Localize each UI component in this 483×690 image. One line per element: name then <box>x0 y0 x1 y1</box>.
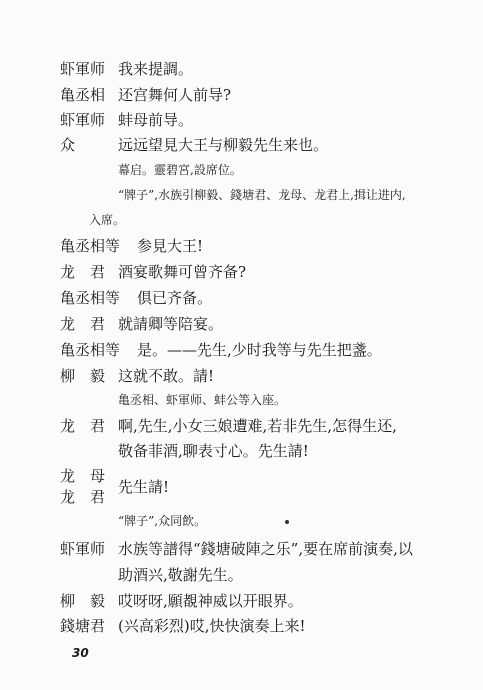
speaker-name: 亀丞相等 <box>60 289 121 307</box>
ink-dot <box>285 520 289 524</box>
speaker-name: 龙 母 <box>60 467 106 485</box>
speaker-name: 柳 毅 <box>60 367 106 385</box>
speaker-name: 錢塘君 <box>60 617 106 635</box>
speaker-name: 龙 君 <box>60 263 106 281</box>
dialogue-text: 酒宴歌舞可曾齐备? <box>118 263 247 281</box>
speaker-name: 龙 君 <box>60 417 106 435</box>
speaker-name: 虾軍师 <box>60 111 106 129</box>
dialogue-text: 就請卿等陪宴。 <box>118 315 224 333</box>
speaker-name: 龙 君 <box>60 315 106 333</box>
stage-direction: 幕启。靈碧宮,設席位。 <box>118 163 242 177</box>
dialogue-text: 我来提調。 <box>118 60 194 78</box>
dialogue-text: 是。——先生,少时我等与先生把盞。 <box>137 341 382 359</box>
dialogue-text: (兴高彩烈)哎,快快演奏上来! <box>118 617 306 635</box>
dialogue-text: 蚌母前导。 <box>118 111 194 129</box>
dialogue-text: 参見大王! <box>137 237 204 255</box>
dialogue-text: 俱已齐备。 <box>137 289 213 307</box>
dialogue-text: 哎呀呀,願覩神威以开眼界。 <box>118 592 303 610</box>
page-number: 30 <box>72 646 89 660</box>
dialogue-text: 还宫舞何人前导? <box>118 86 232 104</box>
dialogue-text: 远远望見大王与柳毅先生来也。 <box>118 136 329 154</box>
stage-direction: “牌子”,水族引柳毅、錢塘君、龙母、龙君上,揖让进内, <box>118 188 406 202</box>
dialogue-text: 啊,先生,小女三娘遭难,若非先生,怎得生还, <box>118 417 397 435</box>
stage-direction: “牌子”,众同飲。 <box>118 514 207 528</box>
speaker-name: 亀丞相 <box>60 86 106 104</box>
dialogue-text: 先生請! <box>118 478 170 496</box>
speaker-name: 柳 毅 <box>60 592 106 610</box>
speaker-name: 众 <box>60 136 76 154</box>
dialogue-text: 这就不敢。請! <box>118 367 215 385</box>
dialogue-continuation: 助酒兴,敬謝先生。 <box>118 566 243 584</box>
speaker-name: 虾軍师 <box>60 540 106 558</box>
speaker-name: 亀丞相等 <box>60 237 121 255</box>
speaker-name: 虾軍师 <box>60 60 106 78</box>
speaker-name: 龙 君 <box>60 488 106 506</box>
stage-direction: 亀丞相、虾軍师、蚌公等入座。 <box>118 393 287 407</box>
dialogue-text: 水族等譜得“錢塘破陣之乐”,要在席前演奏,以 <box>118 540 413 558</box>
dialogue-continuation: 敬备菲酒,聊表寸心。先生請! <box>118 442 309 460</box>
speaker-name: 亀丞相等 <box>60 341 121 359</box>
stage-direction: 入席。 <box>89 213 126 227</box>
